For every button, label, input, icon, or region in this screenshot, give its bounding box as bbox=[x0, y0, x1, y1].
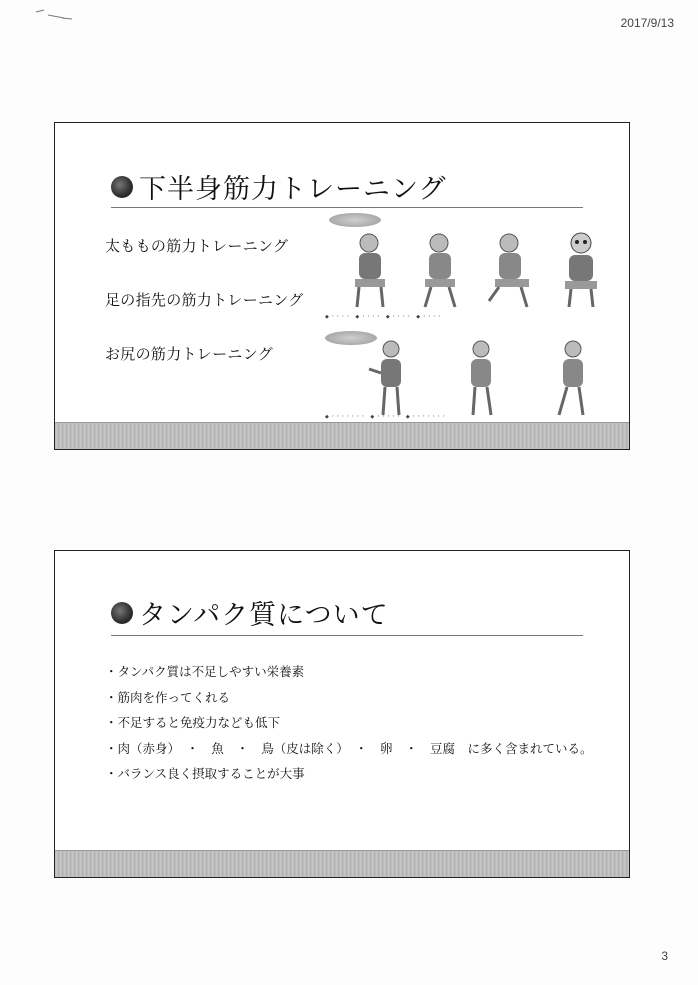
exercise-figure-icon bbox=[543, 339, 599, 419]
exercise-toes: 足の指先の筋力トレーニング bbox=[105, 291, 304, 309]
slide-title-text: タンパク質について bbox=[139, 600, 389, 631]
figure-captions-row2: ◆ ・・・・・・・ ◆ ・・・・・ ◆ ・・・・・・・ bbox=[325, 414, 447, 420]
exercise-glutes: お尻の筋力トレーニング bbox=[105, 345, 274, 363]
bullet-circle-icon bbox=[111, 176, 133, 198]
print-date: 2017/9/13 bbox=[620, 16, 674, 30]
slide-footer-band bbox=[55, 850, 629, 877]
slide-title-text: 下半身筋力トレーニング bbox=[139, 174, 447, 205]
exercise-figure-icon bbox=[453, 339, 509, 419]
exercise-figure-icon bbox=[363, 339, 419, 419]
scan-mark-icon bbox=[34, 6, 74, 22]
label-oval-icon bbox=[329, 213, 381, 227]
slide-lower-body-training bbox=[54, 122, 630, 450]
list-item: ・筋肉を作ってくれる bbox=[105, 689, 231, 705]
slide-protein bbox=[54, 550, 630, 878]
slide-title bbox=[111, 167, 446, 206]
list-item: ・肉（赤身） ・ 魚 ・ 鳥（皮は除く） ・ 卵 ・ 豆腐 に多く含まれている。 bbox=[105, 740, 593, 756]
exercise-figure-icon bbox=[553, 231, 609, 311]
slide-title bbox=[111, 593, 389, 632]
title-rule bbox=[111, 635, 583, 636]
figure-captions-row1: ◆ ・・・・ ◆ ・・・・ ◆ ・・・・ ◆ ・・・・ bbox=[325, 314, 442, 320]
title-rule bbox=[111, 207, 583, 208]
exercise-figure-icon bbox=[413, 231, 469, 311]
list-item: ・タンパク質は不足しやすい栄養素 bbox=[105, 664, 305, 679]
slide-footer-band bbox=[55, 422, 629, 449]
page-number: 3 bbox=[661, 949, 668, 963]
bullet-circle-icon bbox=[111, 602, 133, 624]
list-item: ・不足すると免疫力なども低下 bbox=[105, 715, 281, 730]
exercise-figure-icon bbox=[343, 231, 399, 311]
list-item: ・バランス良く摂取することが大事 bbox=[105, 766, 305, 781]
exercise-illustrations bbox=[323, 213, 623, 421]
protein-bullet-list bbox=[105, 659, 593, 787]
exercise-figure-icon bbox=[483, 231, 539, 311]
exercise-thigh: 太ももの筋力トレーニング bbox=[105, 237, 289, 255]
